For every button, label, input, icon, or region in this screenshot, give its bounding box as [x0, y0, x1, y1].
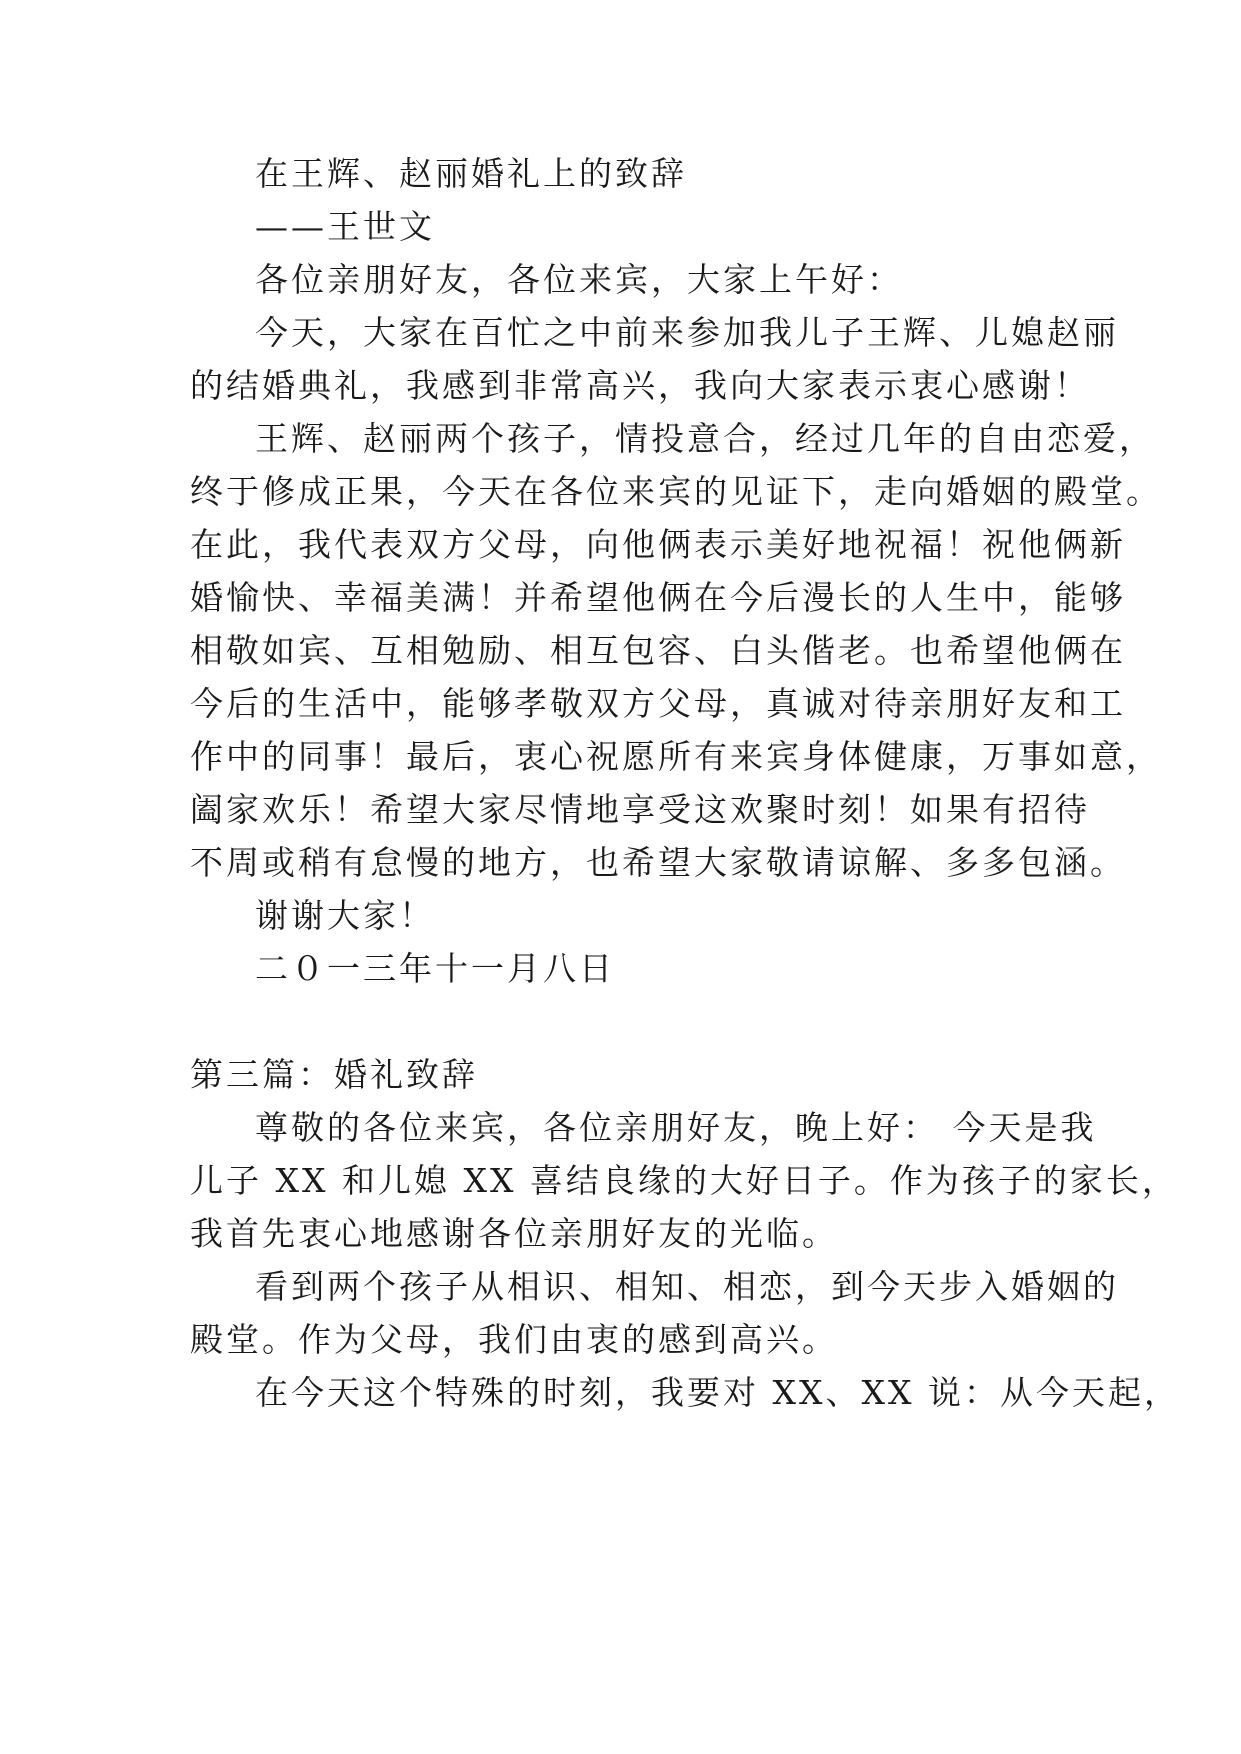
- paragraph-line: 婚愉快、幸福美满！并希望他俩在今后漫长的人生中，能够: [190, 578, 1126, 617]
- paragraph-line: 在此，我代表双方父母，向他俩表示美好地祝福！祝他俩新: [190, 525, 1126, 564]
- speech-thanks: 谢谢大家！: [255, 896, 435, 935]
- speech-title: 在王辉、赵丽婚礼上的致辞: [255, 154, 687, 193]
- paragraph-line: 我首先衷心地感谢各位亲朋好友的光临。: [190, 1214, 838, 1253]
- paragraph-line: 的结婚典礼，我感到非常高兴，我向大家表示衷心感谢！: [190, 366, 1090, 405]
- speech-author: ——王世文: [255, 207, 435, 246]
- speech-date: 二０一三年十一月八日: [255, 949, 615, 988]
- paragraph-line: 王辉、赵丽两个孩子，情投意合，经过几年的自由恋爱，: [255, 419, 1155, 458]
- paragraph-line: 不周或稍有怠慢的地方，也希望大家敬请谅解、多多包涵。: [190, 843, 1126, 882]
- paragraph-line: 儿子 XX 和儿媳 XX 喜结良缘的大好日子。作为孩子的家长，: [190, 1161, 1178, 1200]
- speech-greeting: 各位亲朋好友，各位来宾，大家上午好：: [255, 260, 903, 299]
- paragraph-line: 尊敬的各位来宾，各位亲朋好友，晚上好： 今天是我: [255, 1108, 1097, 1147]
- paragraph-line: 看到两个孩子从相识、相知、相恋，到今天步入婚姻的: [255, 1267, 1119, 1306]
- paragraph-line: 殿堂。作为父母，我们由衷的感到高兴。: [190, 1320, 838, 1359]
- paragraph-line: 终于修成正果，今天在各位来宾的见证下，走向婚姻的殿堂。: [190, 472, 1162, 511]
- section-heading: 第三篇：婚礼致辞: [190, 1055, 478, 1094]
- paragraph-line: 作中的同事！最后，衷心祝愿所有来宾身体健康，万事如意，: [190, 737, 1162, 776]
- document-body: [190, 0, 1180, 1754]
- paragraph-line: 今天，大家在百忙之中前来参加我儿子王辉、儿媳赵丽: [255, 313, 1119, 352]
- paragraph-line: 今后的生活中，能够孝敬双方父母，真诚对待亲朋好友和工: [190, 684, 1126, 723]
- paragraph-line: 在今天这个特殊的时刻，我要对 XX、XX 说：从今天起，: [255, 1373, 1180, 1412]
- paragraph-line: 相敬如宾、互相勉励、相互包容、白头偕老。也希望他俩在: [190, 631, 1126, 670]
- paragraph-line: 阖家欢乐！希望大家尽情地享受这欢聚时刻！如果有招待: [190, 790, 1090, 829]
